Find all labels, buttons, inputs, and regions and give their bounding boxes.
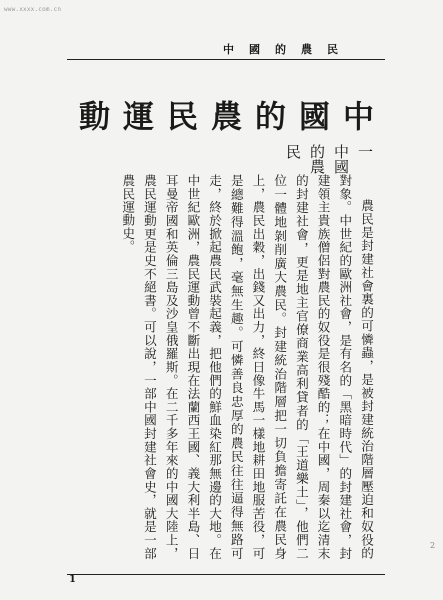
watermark: www.xxxx.com.cn [4, 6, 62, 13]
corner-mark: 2 [430, 541, 436, 550]
running-header [67, 34, 385, 60]
body-text [61, 174, 377, 560]
page-number: 1 [69, 574, 76, 585]
footer-rule [67, 574, 385, 575]
vertical-text-block [61, 100, 377, 560]
running-title: 中國的農民 [223, 43, 353, 56]
paragraph: 農民是封建社會裏的可憐蟲，是被封建統治階層壓迫和奴役的對象。中世紀的歐洲社會，是有名的「黑暗時代」的封建社會，封建領主貴族僧侶對農民的奴役是很殘酷的；在中國，周秦以迄清末的封建社會，更是地主官僚商業高利貸者的「王道樂土」，他們二位一體地剝削廣大農民。封建統治階層把一切負擔寄託在農民身上，農民出穀，出錢又出力，終日像牛馬一樣地耕田地服苦役，可是總難得溫飽，毫無生趣。可憐善良忠厚的農民往往逼得無路可走，終於掀起農民武裝起義，把他們的鮮血染紅那無邊的大地。在中世紀歐洲，農民運動曾不斷出現在法蘭西王國、義大利半島、日耳曼帝國和英倫三島及沙皇俄羅斯。在二千多年來的中國大陸上，農民運動更是史不絕書。可以說，一部中國封建社會史，就是一部農民運動史。 [120, 174, 374, 560]
book-page [57, 30, 385, 585]
chapter-title: 中國的農民運動 [73, 100, 373, 134]
section-title: 一 中國的農民 [284, 144, 374, 174]
